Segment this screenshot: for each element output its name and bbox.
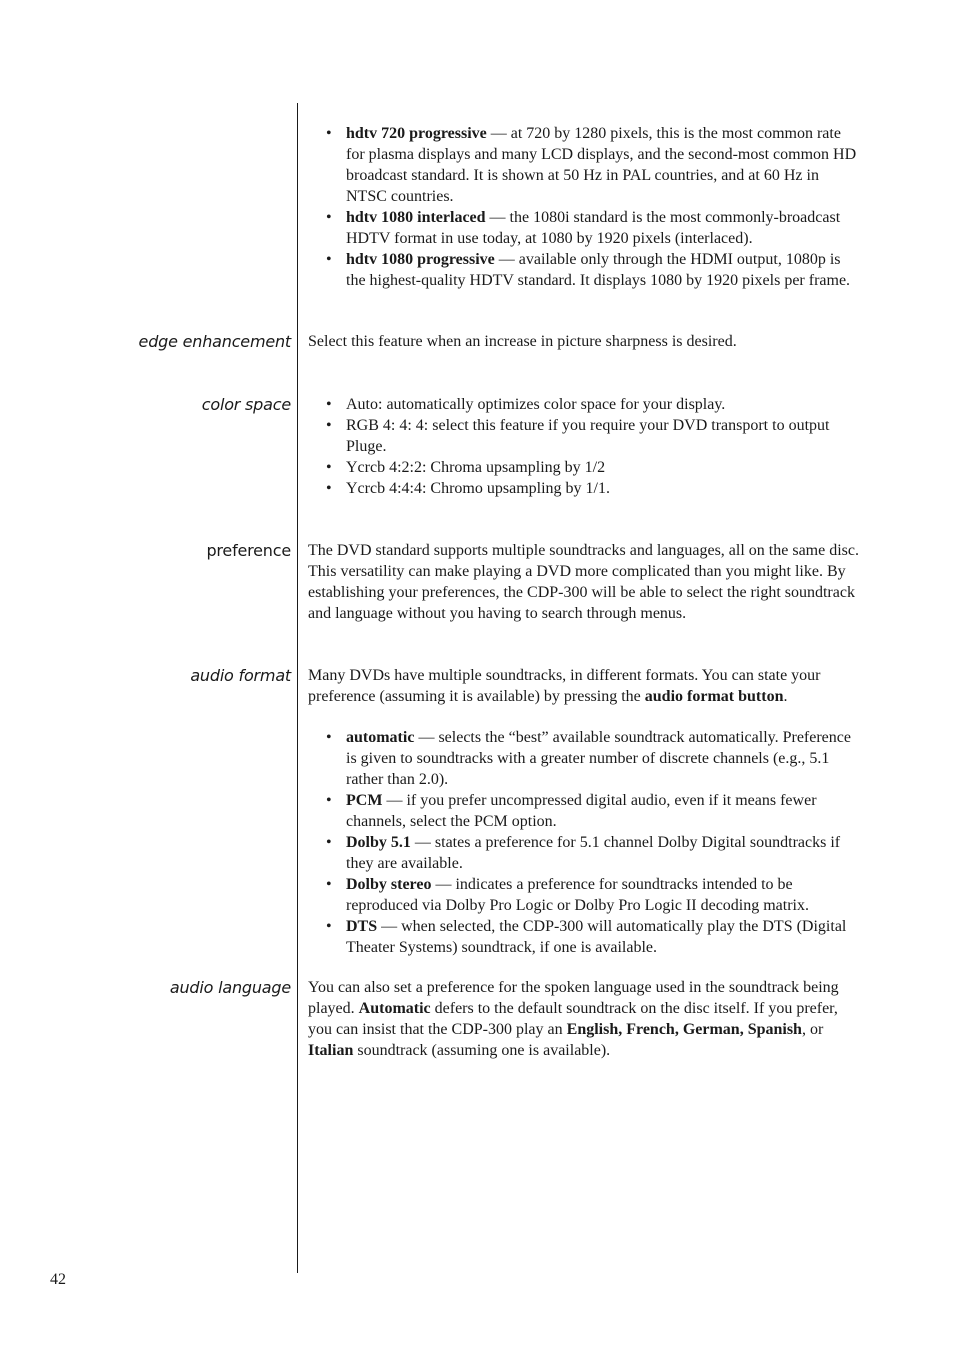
- bullet: •: [326, 209, 332, 226]
- list-text: — selects the “best” available soundtrack automatically. Preference is given to soundtracks with a greater number of discrete channels (e.g., 5.1 rather than 2.0).: [346, 729, 851, 788]
- color-space-list: [326, 394, 860, 499]
- bullet: •: [326, 918, 332, 935]
- audio-language-text: [308, 977, 860, 1061]
- bullet: •: [326, 459, 332, 476]
- column-divider: [297, 103, 298, 1273]
- page-number: 42: [50, 1271, 66, 1288]
- list-text: — indicates a preference for soundtracks intended to be reproduced via Dolby Pro Logic or Dolby Pro Logic II decoding matrix.: [346, 876, 809, 914]
- bullet: •: [326, 251, 332, 268]
- list-text: Ycrcb 4:2:2: Chroma upsampling by 1/2: [346, 459, 606, 476]
- text-part: defers to the default soundtrack on the disc itself. If you prefer, you can insist that the CDP-300 play an: [308, 1000, 838, 1038]
- list-item: [326, 207, 860, 249]
- list-item: [326, 415, 860, 457]
- bullet: •: [326, 396, 332, 413]
- list-text: Ycrcb 4:4:4: Chromo upsampling by 1/1.: [346, 480, 610, 497]
- preference-text: The DVD standard supports multiple soundtracks and languages, all on the same disc. This versatility can make playing a DVD more complicated than you might like. By establishing your preferences, the CDP-300 will be able to select the right soundtrack and language without you having to search through menus.: [308, 542, 859, 622]
- list-term: hdtv 1080 progressive: [346, 251, 495, 268]
- bold-part: Automatic: [358, 1000, 431, 1017]
- list-item: [326, 394, 860, 415]
- list-term: DTS: [346, 918, 378, 935]
- list-text: — if you prefer uncompressed digital audio, even if it means fewer channels, select the PCM option.: [346, 792, 817, 830]
- preference-label: preference: [206, 541, 291, 560]
- list-text: RGB 4: 4: 4: select this feature if you require your DVD transport to output Pluge.: [346, 417, 830, 455]
- bullet: •: [326, 417, 332, 434]
- intro-text: Many DVDs have multiple soundtracks, in different formats. You can state your preference (assuming it is available) by pressing the: [308, 667, 821, 705]
- list-item: [326, 249, 860, 291]
- list-term: automatic: [346, 729, 415, 746]
- list-text: — available only through the HDMI output, 1080p is the highest-quality HDTV standard. It displays 1080 by 1920 pixels per frame.: [346, 251, 851, 289]
- intro-text-end: .: [783, 688, 788, 705]
- list-term: hdtv 1080 interlaced: [346, 209, 486, 226]
- list-item: [326, 790, 860, 832]
- audio-language-label: audio language: [169, 978, 291, 997]
- list-item: [326, 727, 860, 790]
- list-item: [326, 123, 860, 207]
- list-item: [326, 874, 860, 916]
- text-part: soundtrack (assuming one is available).: [353, 1042, 611, 1059]
- audio-format-intro: [308, 665, 860, 707]
- hdtv-format-list: [326, 123, 860, 291]
- color-space-label: color space: [201, 395, 291, 414]
- bullet: •: [326, 480, 332, 497]
- text-part: You can also set a preference for the spoken language used in the soundtrack being played.: [308, 979, 839, 1017]
- list-term: hdtv 720 progressive: [346, 125, 487, 142]
- bold-part: Italian: [308, 1042, 354, 1059]
- intro-bold: audio format button: [644, 688, 784, 705]
- bullet: •: [326, 729, 332, 746]
- list-term: PCM: [346, 792, 383, 809]
- audio-format-list: [326, 727, 860, 958]
- list-text: — when selected, the CDP-300 will automatically play the DTS (Digital Theater Systems) soundtrack, if one is available.: [346, 918, 847, 956]
- list-item: [326, 478, 860, 499]
- edge-enhancement-text: Select this feature when an increase in picture sharpness is desired.: [308, 333, 737, 350]
- list-text: Auto: automatically optimizes color space for your display.: [346, 396, 726, 413]
- bullet: •: [326, 834, 332, 851]
- bullet: •: [326, 125, 332, 142]
- text-part: , or: [801, 1021, 824, 1038]
- list-term: Dolby 5.1: [346, 834, 411, 851]
- bullet: •: [326, 792, 332, 809]
- list-text: — states a preference for 5.1 channel Dolby Digital soundtracks if they are available.: [346, 834, 841, 872]
- list-item: [326, 916, 860, 958]
- bold-part: English, French, German, Spanish: [566, 1021, 802, 1038]
- list-text: — at 720 by 1280 pixels, this is the most common rate for plasma displays and many LCD displays, and the second-most common HD broadcast standard. It is shown at 50 Hz in PAL countries, and at 60 Hz in NTSC countries.: [346, 125, 857, 205]
- list-text: — the 1080i standard is the most commonly-broadcast HDTV format in use today, at 1080 by 1920 pixels (interlaced).: [346, 209, 841, 247]
- list-item: [326, 832, 860, 874]
- list-term: Dolby stereo: [346, 876, 432, 893]
- audio-format-label: audio format: [190, 666, 291, 685]
- list-item: [326, 457, 860, 478]
- bullet: •: [326, 876, 332, 893]
- edge-enhancement-label: edge enhancement: [138, 332, 291, 351]
